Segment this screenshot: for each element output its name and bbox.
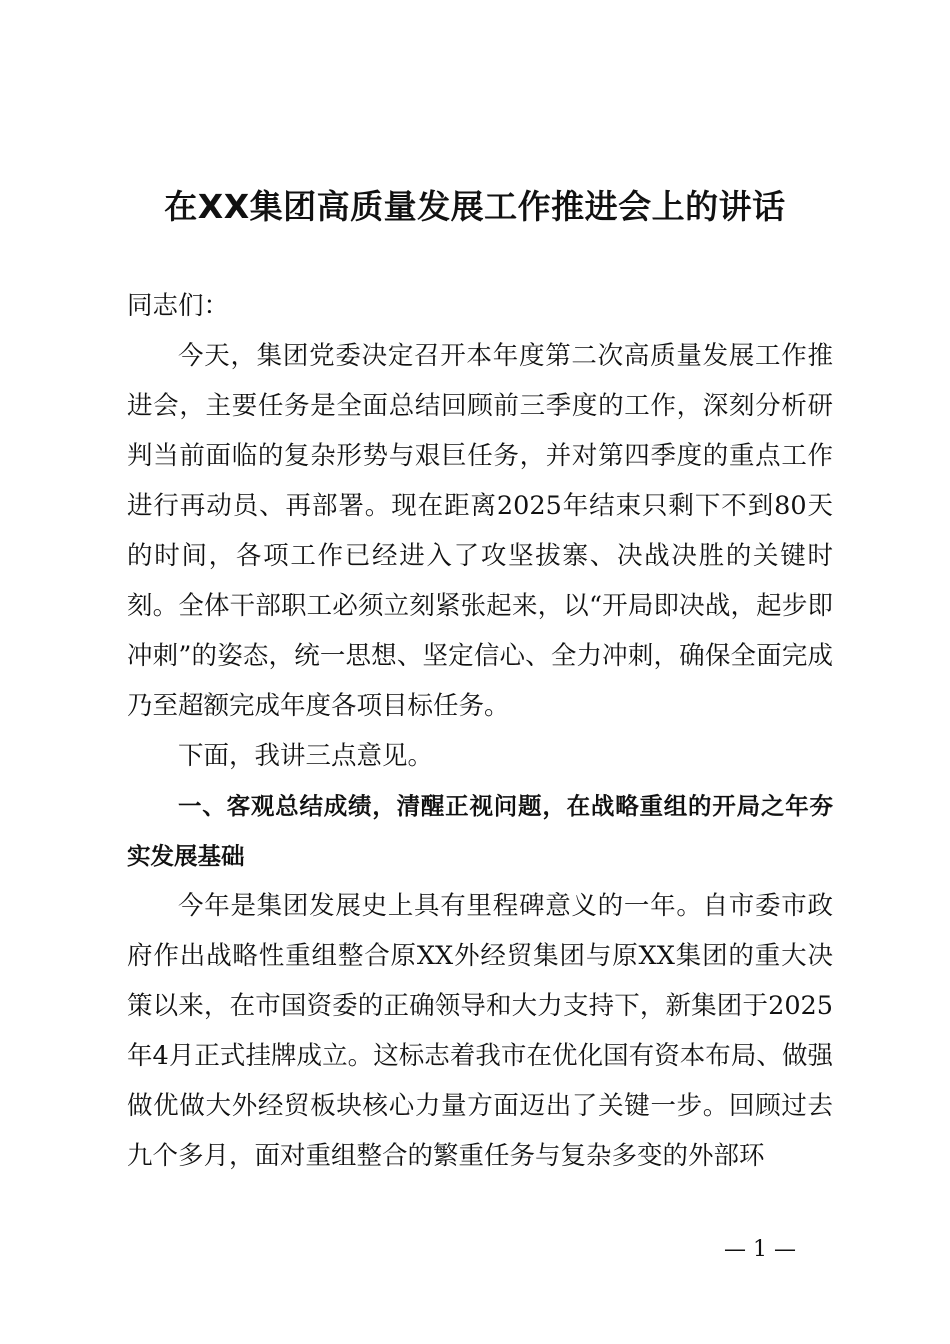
paragraph-outline: 下面，我讲三点意见。: [178, 741, 434, 771]
paragraph-section-1: 今年是集团发展史上具有里程碑意义的一年。自市委市政府作出战略性重组整合原XX外经贸集团与原XX集团的重大决策以来，在市国资委的正确领导和大力支持下，新集团于2025年4月正式挂牌成立。这标志着我市在优化国有资本布局、做强做优做大外经贸板块核心力量方面迈出了关键一步。回顾过去九个多月，面对重组整合的繁重任务与复杂多变的外部环: [127, 891, 833, 1171]
page-number: — 1 —: [724, 1237, 796, 1262]
speech-body: [127, 281, 833, 1181]
section-heading-1: 一、客观总结成绩，清醒正视问题，在战略重组的开局之年夯实发展基础: [127, 792, 833, 870]
salutation: 同志们：: [127, 291, 230, 321]
paragraph-intro: 今天，集团党委决定召开本年度第二次高质量发展工作推进会，主要任务是全面总结回顾前三季度的工作，深刻分析研判当前面临的复杂形势与艰巨任务，并对第四季度的重点工作进行再动员、再部署。现在距离2025年结束只剩下不到80天的时间，各项工作已经进入了攻坚拔寨、决战决胜的关键时刻。全体干部职工必须立刻紧张起来，以“开局即决战，起步即冲刺”的姿态，统一思想、坚定信心、全力冲刺，确保全面完成乃至超额完成年度各项目标任务。: [127, 341, 833, 721]
document-title: 在XX集团高质量发展工作推进会上的讲话: [164, 187, 786, 226]
